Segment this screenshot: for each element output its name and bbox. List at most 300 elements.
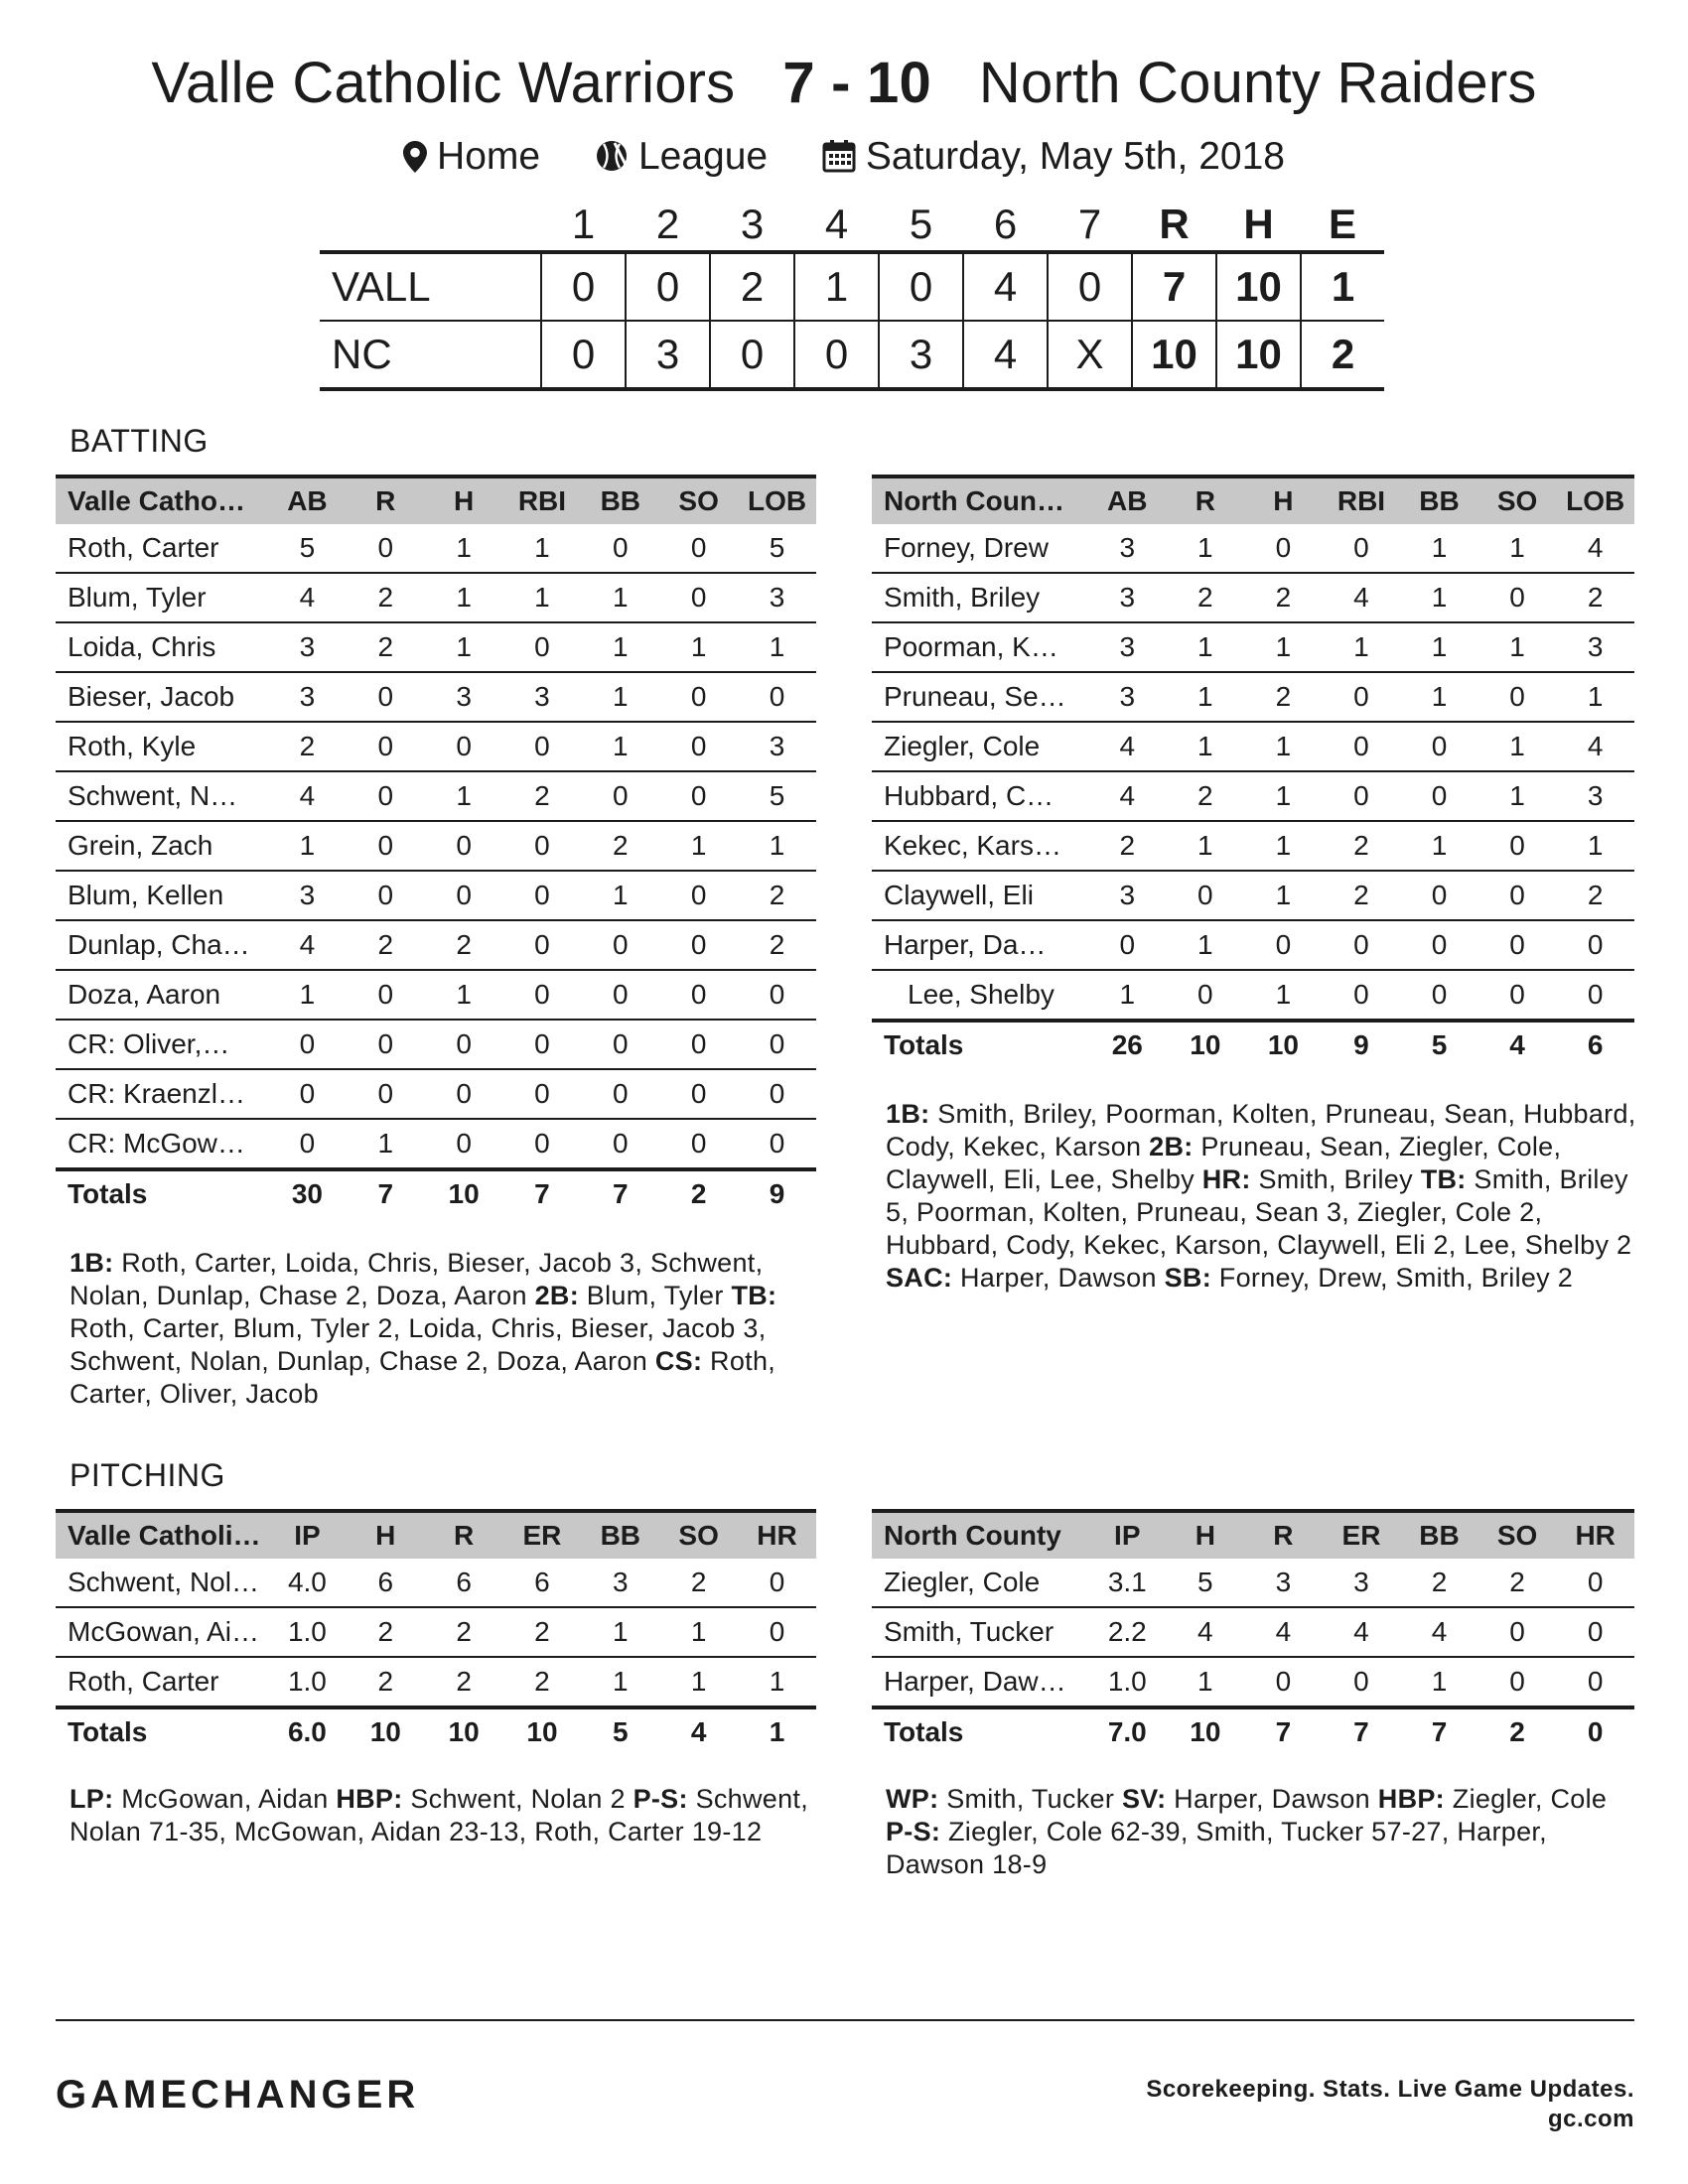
stat-cell: 1: [581, 871, 659, 920]
totals-cell: 10: [1190, 1029, 1221, 1060]
note-label: CS:: [654, 1346, 703, 1376]
stat-cell: 2: [425, 1607, 503, 1657]
stat-cell: 1: [1167, 622, 1245, 672]
stat-cell: 0: [503, 871, 582, 920]
stat-cell: 2: [1167, 771, 1245, 821]
stat-cell: 2: [347, 920, 425, 970]
note-text: Harper, Dawson: [1166, 1784, 1378, 1814]
stat-cell: 1: [581, 1657, 659, 1707]
stat-cell: 1: [581, 1607, 659, 1657]
stat-cell: 0: [1478, 821, 1557, 871]
team-column-header: North Coun…: [872, 477, 1088, 524]
stat-cell: 0: [425, 722, 503, 771]
note-text: Pruneau, Sean, Ziegler, Cole, Claywell, Eli, Lee, Shelby: [886, 1132, 1570, 1194]
team-column-header: North County: [872, 1511, 1088, 1559]
totals-cell: 1: [769, 1716, 785, 1747]
home-team-name: North County Raiders: [978, 51, 1537, 115]
stat-cell: 0: [347, 821, 425, 871]
stat-cell: 1: [1244, 970, 1323, 1021]
inning-cell: 0: [541, 321, 626, 389]
stat-cell: 0: [347, 1020, 425, 1069]
batting-table-away: [56, 475, 816, 1217]
team-column-header: Valle Catho…: [56, 477, 268, 524]
stat-cell: 0: [1323, 970, 1401, 1021]
stat-cell: 2: [503, 1657, 582, 1707]
player-name: Poorman, K…: [872, 622, 1088, 672]
stat-cell: 0: [347, 672, 425, 722]
baseball-icon: [595, 139, 629, 173]
stat-cell: 0: [425, 871, 503, 920]
hits-cell: 10: [1216, 321, 1301, 389]
stat-cell: 4: [1556, 722, 1634, 771]
player-row: [872, 821, 1634, 871]
inning-cell: 0: [541, 252, 626, 321]
stat-cell: 1.0: [268, 1607, 347, 1657]
inning-3-header: 3: [740, 201, 765, 247]
note-text: Smith, Briley, Poorman, Kolten, Pruneau, Sean, Hubbard, Cody, Kekec, Karson: [886, 1099, 1644, 1161]
note-label: HBP:: [336, 1784, 403, 1814]
stat-cell: 4: [268, 771, 347, 821]
totals-cell: 0: [1587, 1716, 1604, 1747]
player-name: Loida, Chris: [56, 622, 268, 672]
player-row: [56, 970, 816, 1020]
note-text: Ziegler, Cole: [1444, 1784, 1616, 1814]
note-text: Smith, Tucker: [938, 1784, 1122, 1814]
stat-cell: 0: [1478, 920, 1557, 970]
stat-cell: 2: [268, 722, 347, 771]
totals-cell: 9: [1353, 1029, 1369, 1060]
away-team-name: Valle Catholic Warriors: [151, 51, 736, 115]
stat-cell: 1: [581, 722, 659, 771]
player-name: Doza, Aaron: [56, 970, 268, 1020]
stat-cell: 4: [1088, 771, 1167, 821]
tagline-text: Scorekeeping. Stats. Live Game Updates.: [1146, 2076, 1634, 2103]
stat-cell: 4: [1244, 1607, 1323, 1657]
date-info: [822, 135, 1285, 179]
stat-cell: 0: [659, 1119, 738, 1169]
note-label: P-S:: [886, 1817, 941, 1846]
stat-cell: 0: [659, 722, 738, 771]
totals-cell: 7.0: [1107, 1716, 1147, 1747]
stat-cell: 0: [1400, 970, 1478, 1021]
final-score: 7 - 10: [782, 51, 931, 115]
stat-cell: 1: [425, 524, 503, 573]
player-name: Kekec, Kars…: [872, 821, 1088, 871]
inning-1-header: 1: [571, 201, 596, 247]
player-name: Harper, Daw…: [872, 1657, 1088, 1707]
stat-cell: 0: [1167, 871, 1245, 920]
inning-5-header: 5: [909, 201, 933, 247]
stat-cell: 1: [1478, 524, 1557, 573]
player-name: Bieser, Jacob: [56, 672, 268, 722]
stat-cell: 1: [1088, 970, 1167, 1021]
stat-cell: 0: [1088, 920, 1167, 970]
game-meta: [0, 135, 1688, 179]
totals-cell: 7: [534, 1178, 550, 1209]
line-score-team: NC: [320, 321, 541, 389]
stat-cell: 0: [659, 970, 738, 1020]
stat-cell: 2: [1244, 573, 1323, 622]
totals-cell: 4: [1509, 1029, 1525, 1060]
stat-cell: 1: [347, 1119, 425, 1169]
stat-cell: 1: [268, 821, 347, 871]
stat-cell: 5: [1167, 1559, 1245, 1607]
runs-cell: 10: [1132, 321, 1216, 389]
location-info: [403, 135, 540, 179]
stat-cell: 0: [738, 1069, 816, 1119]
stat-cell: 0: [581, 1119, 659, 1169]
stat-cell: 0: [581, 524, 659, 573]
note-label: WP:: [886, 1784, 939, 1814]
totals-cell: 7: [613, 1178, 629, 1209]
stat-cell: 0: [1556, 920, 1634, 970]
stat-cell: 0: [347, 524, 425, 573]
stat-column-header: HR: [1556, 1511, 1634, 1559]
stat-cell: 0: [1323, 771, 1401, 821]
stat-cell: 0: [1400, 771, 1478, 821]
stat-cell: 2: [347, 573, 425, 622]
stat-cell: 1: [1400, 1657, 1478, 1707]
stat-cell: 1: [1323, 622, 1401, 672]
stat-cell: 1: [1244, 871, 1323, 920]
calendar-icon: [822, 139, 856, 173]
stat-cell: 1: [425, 771, 503, 821]
note-text: Schwent, Nolan 71-35, McGowan, Aidan 23-13, Roth, Carter 19-12: [70, 1784, 816, 1846]
stat-cell: 0: [503, 1020, 582, 1069]
stat-cell: 3: [1088, 622, 1167, 672]
note-text: Smith, Briley 5, Poorman, Kolten, Pruneau, Sean 3, Ziegler, Cole 2, Hubbard, Cody, Kekec, Karson, Claywell, Eli 2, Lee, Shelby 2: [886, 1164, 1640, 1260]
stat-cell: 0: [1400, 722, 1478, 771]
player-name: Harper, Da…: [872, 920, 1088, 970]
pitching-section-title: PITCHING: [70, 1457, 225, 1493]
stat-cell: 0: [347, 1069, 425, 1119]
player-name: McGowan, Ai…: [56, 1607, 268, 1657]
stat-cell: 0: [738, 1119, 816, 1169]
stat-cell: 1: [268, 970, 347, 1020]
stat-cell: 1: [659, 821, 738, 871]
stat-cell: 0: [581, 1020, 659, 1069]
player-name: Roth, Kyle: [56, 722, 268, 771]
inning-6-header: 6: [993, 201, 1018, 247]
stat-cell: 2: [503, 1607, 582, 1657]
stat-cell: 1: [659, 622, 738, 672]
stat-cell: 1: [503, 573, 582, 622]
player-row: [872, 771, 1634, 821]
player-row: [872, 871, 1634, 920]
stat-cell: 4: [1323, 1607, 1401, 1657]
totals-cell: 10: [1190, 1716, 1221, 1747]
stat-cell: 2: [1556, 871, 1634, 920]
stat-cell: 0: [659, 920, 738, 970]
stat-cell: 2: [1556, 573, 1634, 622]
stat-cell: 3: [503, 672, 582, 722]
stat-cell: 1: [1167, 524, 1245, 573]
stat-cell: 4: [268, 573, 347, 622]
stat-cell: 0: [1323, 524, 1401, 573]
stat-cell: 4: [1400, 1607, 1478, 1657]
totals-cell: 5: [1431, 1029, 1448, 1060]
stat-cell: 3: [268, 672, 347, 722]
stat-column-header: BB: [581, 1511, 659, 1559]
stat-cell: 0: [1244, 1657, 1323, 1707]
stat-cell: 0: [1478, 871, 1557, 920]
player-name: Pruneau, Se…: [872, 672, 1088, 722]
stat-cell: 3: [1088, 871, 1167, 920]
player-row: [872, 970, 1634, 1021]
stat-cell: 0: [1323, 672, 1401, 722]
stat-cell: 6: [425, 1559, 503, 1607]
stat-cell: 5: [268, 524, 347, 573]
stat-cell: 1: [738, 622, 816, 672]
stat-column-header: BB: [1400, 477, 1478, 524]
player-row: [872, 1657, 1634, 1707]
player-row: [56, 1607, 816, 1657]
stat-cell: 2.2: [1088, 1607, 1167, 1657]
stat-cell: 2: [347, 1607, 425, 1657]
stat-cell: 0: [425, 1020, 503, 1069]
totals-cell: 2: [690, 1178, 707, 1209]
stat-cell: 1: [1244, 722, 1323, 771]
player-row: [872, 672, 1634, 722]
note-label: 2B:: [534, 1281, 579, 1310]
stat-cell: 2: [1244, 672, 1323, 722]
pitching-table-home: [872, 1509, 1634, 1755]
stat-cell: 0: [503, 722, 582, 771]
stat-cell: 0: [1244, 920, 1323, 970]
gamechanger-logo: GAMECHANGER: [56, 2073, 420, 2116]
totals-cell: 10: [369, 1716, 401, 1747]
stat-cell: 1: [1556, 672, 1634, 722]
note-label: 1B:: [70, 1248, 114, 1278]
note-label: P-S:: [633, 1784, 688, 1814]
stat-cell: 4.0: [268, 1559, 347, 1607]
stat-cell: 0: [1478, 1657, 1557, 1707]
stat-column-header: H: [347, 1511, 425, 1559]
player-name: Ziegler, Cole: [872, 1559, 1088, 1607]
stat-cell: 2: [659, 1559, 738, 1607]
stat-cell: 2: [425, 1657, 503, 1707]
totals-cell: 7: [1431, 1716, 1448, 1747]
game-type-info: [595, 135, 768, 179]
inning-4-header: 4: [824, 201, 849, 247]
totals-cell: 6.0: [287, 1716, 327, 1747]
stat-column-header: ER: [1323, 1511, 1401, 1559]
stat-cell: 2: [1088, 821, 1167, 871]
stat-cell: 1: [1167, 722, 1245, 771]
totals-cell: 10: [448, 1178, 480, 1209]
stat-cell: 1: [1244, 771, 1323, 821]
stat-cell: 0: [659, 871, 738, 920]
stat-cell: 1.0: [1088, 1657, 1167, 1707]
stat-cell: 0: [425, 821, 503, 871]
inning-cell: 3: [626, 321, 710, 389]
stat-cell: 2: [347, 622, 425, 672]
stat-cell: 3: [1088, 573, 1167, 622]
stat-column-header: SO: [659, 1511, 738, 1559]
line-score-row-away: [320, 252, 1384, 321]
note-text: Harper, Dawson: [952, 1263, 1165, 1293]
stat-cell: 2: [581, 821, 659, 871]
player-name: Schwent, Nol…: [56, 1559, 268, 1607]
stat-column-header: R: [1167, 477, 1245, 524]
stat-cell: 2: [738, 920, 816, 970]
stat-cell: 0: [1478, 970, 1557, 1021]
note-text: Roth, Carter, Blum, Tyler 2, Loida, Chris, Bieser, Jacob 3, Schwent, Nolan, Dunlap, Chase 2, Doza, Aaron: [70, 1281, 785, 1376]
stat-cell: 3.1: [1088, 1559, 1167, 1607]
stat-cell: 0: [425, 1069, 503, 1119]
stat-cell: 0: [1556, 1607, 1634, 1657]
stat-cell: 3: [1088, 524, 1167, 573]
inning-cell: 2: [710, 252, 794, 321]
stat-cell: 0: [738, 970, 816, 1020]
stat-cell: 0: [503, 821, 582, 871]
stat-cell: 4: [1088, 722, 1167, 771]
player-name: CR: Kraenzl…: [56, 1069, 268, 1119]
inning-cell: 0: [626, 252, 710, 321]
stat-cell: 4: [1167, 1607, 1245, 1657]
player-row: [56, 771, 816, 821]
note-text: Forney, Drew, Smith, Briley 2: [1211, 1263, 1574, 1293]
player-row: [872, 1607, 1634, 1657]
player-name: Blum, Kellen: [56, 871, 268, 920]
totals-row: [56, 1707, 816, 1755]
totals-row: [872, 1021, 1634, 1068]
stat-cell: 0: [1556, 1657, 1634, 1707]
stat-cell: 3: [1244, 1559, 1323, 1607]
totals-cell: 2: [1509, 1716, 1525, 1747]
note-text: Schwent, Nolan 2: [402, 1784, 633, 1814]
stat-cell: 1: [1244, 622, 1323, 672]
totals-cell: 7: [377, 1178, 394, 1209]
player-name: Smith, Tucker: [872, 1607, 1088, 1657]
stat-cell: 1: [1167, 920, 1245, 970]
player-name: Blum, Tyler: [56, 573, 268, 622]
stat-cell: 0: [581, 1069, 659, 1119]
stat-cell: 2: [1323, 821, 1401, 871]
errors-header: E: [1328, 201, 1356, 247]
stat-column-header: LOB: [738, 477, 816, 524]
totals-cell: 6: [1587, 1029, 1604, 1060]
player-name: Claywell, Eli: [872, 871, 1088, 920]
runs-cell: 7: [1132, 252, 1216, 321]
stat-cell: 0: [1323, 1657, 1401, 1707]
inning-cell: 4: [963, 321, 1048, 389]
stat-cell: 0: [581, 970, 659, 1020]
stat-column-header: H: [425, 477, 503, 524]
stat-column-header: ER: [503, 1511, 582, 1559]
player-row: [56, 1657, 816, 1707]
stat-column-header: IP: [268, 1511, 347, 1559]
stat-cell: 0: [1478, 573, 1557, 622]
stat-cell: 3: [1556, 622, 1634, 672]
pitching-notes-home: [886, 1783, 1640, 1881]
player-name: CR: McGow…: [56, 1119, 268, 1169]
player-name: Grein, Zach: [56, 821, 268, 871]
stat-cell: 1: [738, 821, 816, 871]
inning-cell: 0: [710, 321, 794, 389]
stat-cell: 0: [659, 771, 738, 821]
player-row: [56, 672, 816, 722]
note-text: McGowan, Aidan: [113, 1784, 337, 1814]
stat-column-header: AB: [1088, 477, 1167, 524]
inning-cell: 1: [794, 252, 879, 321]
date-label: Saturday, May 5th, 2018: [865, 135, 1285, 178]
player-row: [872, 722, 1634, 771]
stat-cell: 2: [1478, 1559, 1557, 1607]
stat-cell: 1: [1400, 573, 1478, 622]
stat-cell: 3: [738, 573, 816, 622]
note-text: Ziegler, Cole 62-39, Smith, Tucker 57-27, Harper, Dawson 18-9: [886, 1817, 1555, 1879]
stat-cell: 5: [738, 524, 816, 573]
stat-cell: 0: [659, 573, 738, 622]
player-row: [56, 1020, 816, 1069]
stat-cell: 3: [581, 1559, 659, 1607]
totals-cell: 10: [526, 1716, 558, 1747]
pitching-table-away: [56, 1509, 816, 1755]
totals-row: [56, 1169, 816, 1217]
player-name: Forney, Drew: [872, 524, 1088, 573]
stat-cell: 0: [1167, 970, 1245, 1021]
inning-cell: 3: [879, 321, 963, 389]
stat-cell: 1: [503, 524, 582, 573]
stat-cell: 2: [503, 771, 582, 821]
location-label: Home: [437, 135, 541, 178]
stat-cell: 0: [347, 771, 425, 821]
note-text: Roth, Carter, Loida, Chris, Bieser, Jacob 3, Schwent, Nolan, Dunlap, Chase 2, Doza, Aaron: [70, 1248, 772, 1310]
stat-cell: 0: [268, 1020, 347, 1069]
note-label: SV:: [1121, 1784, 1167, 1814]
stat-cell: 0: [347, 970, 425, 1020]
player-name: Lee, Shelby: [872, 970, 1088, 1021]
player-row: [872, 622, 1634, 672]
stat-cell: 1: [1244, 821, 1323, 871]
stat-cell: 1: [425, 970, 503, 1020]
totals-cell: 10: [1267, 1029, 1299, 1060]
batting-notes-away: [70, 1247, 824, 1411]
hits-cell: 10: [1216, 252, 1301, 321]
stat-column-header: HR: [738, 1511, 816, 1559]
stat-cell: 1: [1556, 821, 1634, 871]
pitching-notes-away: [70, 1783, 824, 1848]
stat-cell: 2: [347, 1657, 425, 1707]
note-label: SB:: [1164, 1263, 1211, 1293]
stat-cell: 1: [425, 573, 503, 622]
errors-cell: 1: [1301, 252, 1384, 321]
note-label: 1B:: [886, 1099, 930, 1129]
player-row: [872, 573, 1634, 622]
totals-label: Totals: [68, 1716, 148, 1747]
stat-cell: 0: [347, 722, 425, 771]
stat-column-header: BB: [1400, 1511, 1478, 1559]
player-row: [56, 722, 816, 771]
stat-cell: 1: [581, 573, 659, 622]
stat-cell: 3: [1556, 771, 1634, 821]
note-text: Roth, Carter, Oliver, Jacob: [70, 1346, 783, 1409]
stat-cell: 1.0: [268, 1657, 347, 1707]
errors-cell: 2: [1301, 321, 1384, 389]
stat-cell: 2: [1167, 573, 1245, 622]
stat-cell: 3: [1323, 1559, 1401, 1607]
stat-cell: 2: [425, 920, 503, 970]
note-label: SAC:: [886, 1263, 953, 1293]
stat-column-header: AB: [268, 477, 347, 524]
stat-column-header: LOB: [1556, 477, 1634, 524]
footer-url[interactable]: gc.com: [1547, 2106, 1634, 2132]
player-name: Dunlap, Cha…: [56, 920, 268, 970]
stat-cell: 1: [1400, 622, 1478, 672]
stat-cell: 1: [1400, 524, 1478, 573]
player-row: [56, 1119, 816, 1169]
